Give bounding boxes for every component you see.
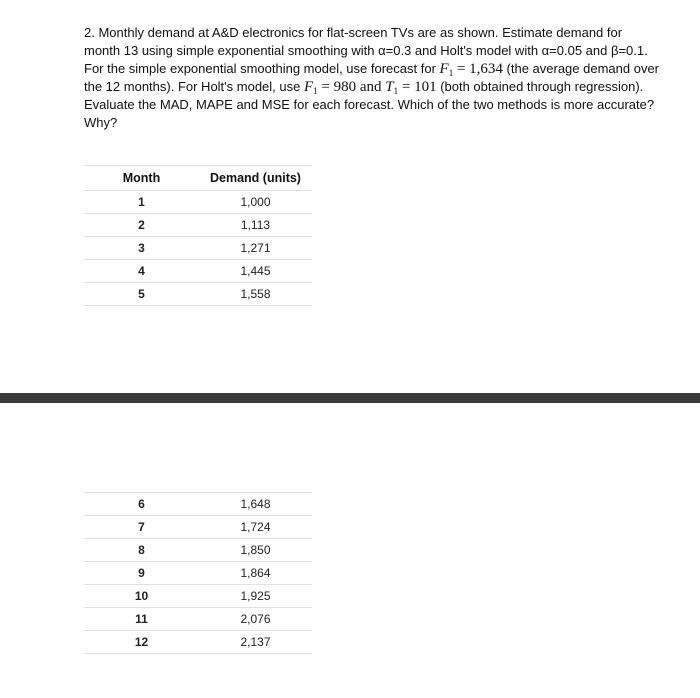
month-cell: 1 [84,191,199,214]
problem-text-1: 2. Monthly demand at A&D electronics for flat-screen TVs are as shown. Estimate demand for month 13 using simple exponential smoothing with α=0.3 and Holt's model with α=0.05 and β=0.1. For the simple exponential smoothing model, use forecast for [84,25,648,76]
table-row [84,562,312,585]
month-cell: 3 [84,237,199,260]
demand-cell: 1,648 [199,493,312,516]
demand-cell: 1,864 [199,562,312,585]
demand-cell: 1,000 [199,191,312,214]
month-cell: 9 [84,562,199,585]
month-cell: 7 [84,516,199,539]
month-cell: 8 [84,539,199,562]
demand-cell: 1,925 [199,585,312,608]
table-row [84,191,312,214]
month-header: Month [84,166,199,191]
month-cell: 11 [84,608,199,631]
table-row [84,260,312,283]
month-cell: 5 [84,283,199,306]
demand-cell: 1,724 [199,516,312,539]
table-header-row [84,166,312,191]
table-row [84,539,312,562]
problem-statement [84,24,659,132]
demand-cell: 1,558 [199,283,312,306]
demand-cell: 1,113 [199,214,312,237]
demand-table-bottom [84,492,312,654]
table-row [84,283,312,306]
month-cell: 10 [84,585,199,608]
month-cell: 2 [84,214,199,237]
demand-cell: 1,271 [199,237,312,260]
month-cell: 6 [84,493,199,516]
table-row [84,516,312,539]
demand-table-top [84,165,312,306]
table-row [84,631,312,654]
problem-text-3: (both obtained through regression). Evaluate the MAD, MAPE and MSE for each forecast. Which of the two methods is more accurate? Why? [84,79,655,130]
month-cell: 12 [84,631,199,654]
forecast-f1-holt: $F_1 = 980$ and $T_1 = 101$ [303,79,437,96]
month-cell: 4 [84,260,199,283]
table-row [84,237,312,260]
table-row [84,214,312,237]
problem-text-2: (the average demand over the 12 months). For Holt's model, use [84,61,660,94]
table-row [84,585,312,608]
page-divider-band [0,393,700,403]
demand-cell: 2,137 [199,631,312,654]
demand-header: Demand (units) [199,166,312,191]
demand-cell: 1,850 [199,539,312,562]
demand-cell: 1,445 [199,260,312,283]
table-row [84,493,312,516]
forecast-f1-ses: $F_1 = 1,634$ [439,61,503,78]
demand-cell: 2,076 [199,608,312,631]
table-row [84,608,312,631]
